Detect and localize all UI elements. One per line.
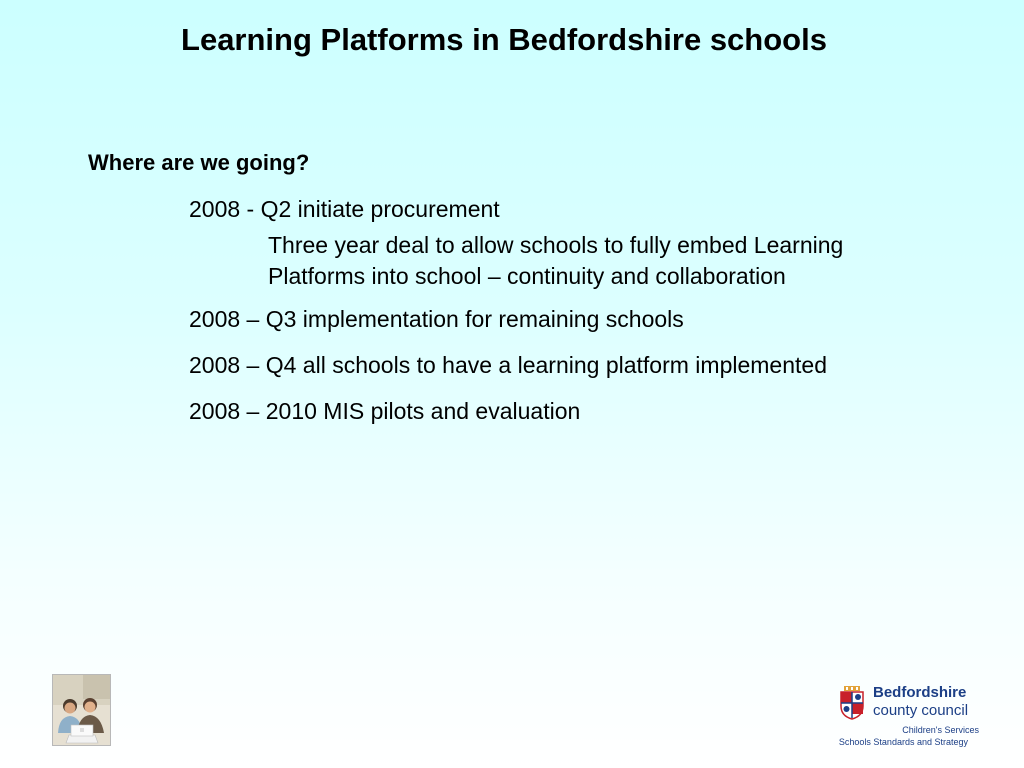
family-photo-icon [53,675,110,745]
bedfordshire-crest-icon [838,686,866,720]
timeline-item-q2-detail [268,230,928,292]
slide-title: Learning Platforms in Bedfordshire schools [181,22,827,57]
timeline-item-q3: 2008 – Q3 implementation for remaining schools [189,306,684,332]
department-name: Children's Services [902,725,979,735]
timeline-item-q4: 2008 – Q4 all schools to have a learning platform implemented [189,352,827,378]
slide-content [88,150,988,444]
timeline-item-q2-detail-line1: Three year deal to allow schools to fully embed Learning [268,232,844,258]
department-division: Schools Standards and Strategy [838,737,968,747]
section-heading: Where are we going? [88,150,310,175]
timeline-item-q2-detail-line2: Platforms into school – continuity and collaboration [268,263,786,289]
logo-subtitle: county council [873,702,969,719]
timeline-item-q2: 2008 - Q2 initiate procurement [189,196,500,222]
family-at-computer-photo [52,674,111,746]
logo-name: Bedfordshire [873,684,967,701]
timeline-item-mis: 2008 – 2010 MIS pilots and evaluation [189,398,581,424]
